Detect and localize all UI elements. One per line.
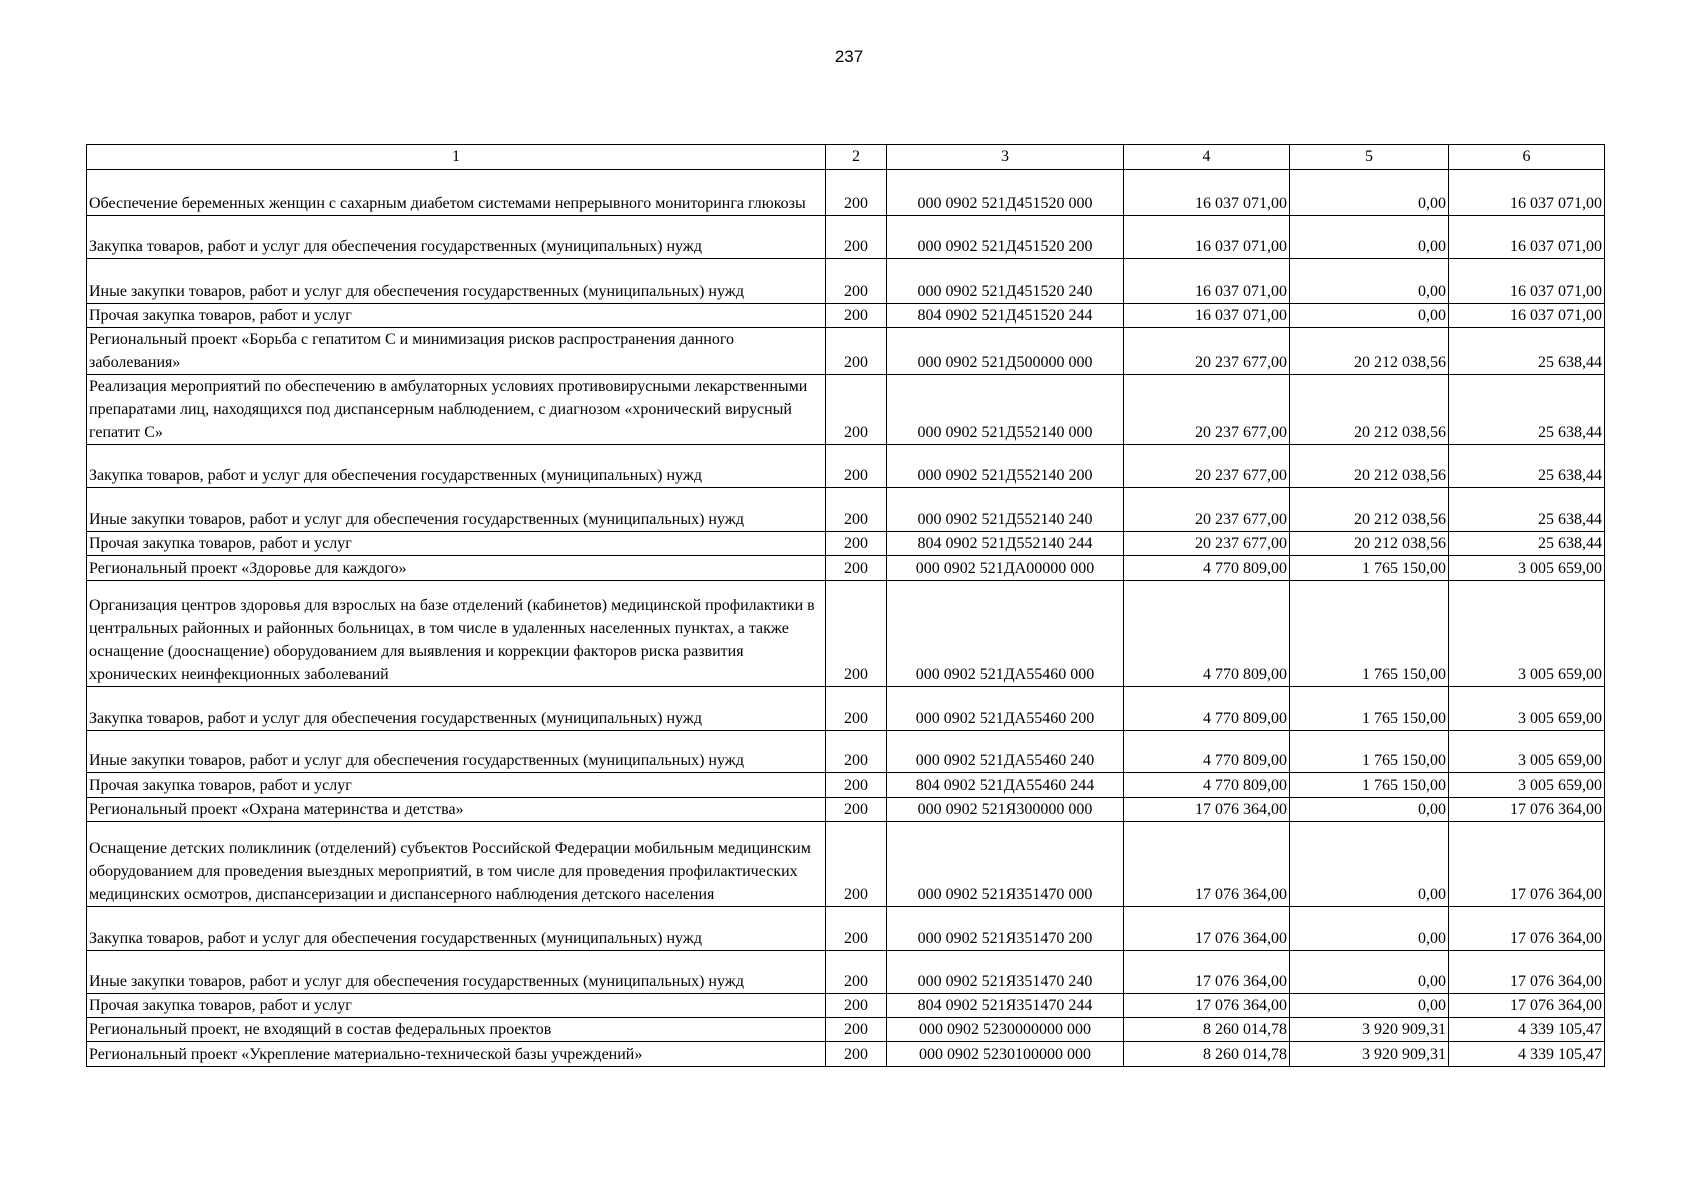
row-value-col4: 20 237 677,00 (1124, 375, 1290, 445)
table-row (87, 798, 1605, 822)
row-name: Региональный проект, не входящий в состав федеральных проектов (87, 1018, 826, 1042)
row-classification: 000 0902 521Я351470 000 (887, 822, 1124, 907)
row-code: 200 (826, 951, 887, 994)
row-code: 200 (826, 798, 887, 822)
row-code: 200 (826, 581, 887, 687)
row-value-col4: 17 076 364,00 (1124, 798, 1290, 822)
row-value-col5: 0,00 (1290, 304, 1449, 328)
row-name: Прочая закупка товаров, работ и услуг (87, 304, 826, 328)
row-value-col4: 17 076 364,00 (1124, 951, 1290, 994)
row-value-col6: 25 638,44 (1449, 375, 1605, 445)
table-row (87, 1042, 1605, 1067)
row-classification: 804 0902 521Д451520 244 (887, 304, 1124, 328)
table-row (87, 304, 1605, 328)
row-value-col4: 8 260 014,78 (1124, 1042, 1290, 1067)
row-value-col6: 3 005 659,00 (1449, 773, 1605, 798)
row-classification: 000 0902 521Д552140 000 (887, 375, 1124, 445)
row-code: 200 (826, 445, 887, 488)
row-name: Региональный проект «Борьба с гепатитом С и минимизация рисков распространения данного заболевания» (87, 328, 826, 375)
row-classification: 000 0902 521Я351470 240 (887, 951, 1124, 994)
row-classification: 000 0902 521Д451520 240 (887, 259, 1124, 304)
row-value-col5: 20 212 038,56 (1290, 328, 1449, 375)
row-code: 200 (826, 1018, 887, 1042)
row-value-col4: 8 260 014,78 (1124, 1018, 1290, 1042)
table-row (87, 994, 1605, 1018)
table-row (87, 687, 1605, 731)
row-value-col6: 16 037 071,00 (1449, 216, 1605, 259)
row-classification: 804 0902 521Я351470 244 (887, 994, 1124, 1018)
row-value-col5: 3 920 909,31 (1290, 1042, 1449, 1067)
row-value-col5: 0,00 (1290, 216, 1449, 259)
column-header: 6 (1449, 145, 1605, 170)
row-code: 200 (826, 304, 887, 328)
row-name: Региональный проект «Охрана материнства и детства» (87, 798, 826, 822)
row-code: 200 (826, 170, 887, 216)
row-classification: 000 0902 521Д500000 000 (887, 328, 1124, 375)
row-name: Прочая закупка товаров, работ и услуг (87, 532, 826, 556)
table-row (87, 1018, 1605, 1042)
table-row (87, 773, 1605, 798)
table-row (87, 951, 1605, 994)
row-value-col6: 3 005 659,00 (1449, 581, 1605, 687)
page-number: 237 (834, 47, 864, 66)
row-value-col5: 0,00 (1290, 170, 1449, 216)
table-row (87, 375, 1605, 445)
row-value-col6: 3 005 659,00 (1449, 687, 1605, 731)
table-row (87, 556, 1605, 581)
table-row (87, 488, 1605, 532)
row-value-col4: 4 770 809,00 (1124, 773, 1290, 798)
column-header: 3 (887, 145, 1124, 170)
row-value-col4: 16 037 071,00 (1124, 170, 1290, 216)
row-code: 200 (826, 1042, 887, 1067)
row-classification: 000 0902 521Д552140 240 (887, 488, 1124, 532)
row-name: Закупка товаров, работ и услуг для обеспечения государственных (муниципальных) нужд (87, 216, 826, 259)
row-value-col4: 20 237 677,00 (1124, 328, 1290, 375)
row-value-col6: 3 005 659,00 (1449, 556, 1605, 581)
budget-table (86, 144, 1605, 1067)
row-value-col4: 16 037 071,00 (1124, 259, 1290, 304)
column-header: 5 (1290, 145, 1449, 170)
row-value-col6: 17 076 364,00 (1449, 907, 1605, 951)
row-value-col5: 1 765 150,00 (1290, 556, 1449, 581)
row-name: Организация центров здоровья для взрослых на базе отделений (кабинетов) медицинской профилактики в центральных районных и районных больницах, в том числе в удаленных населенных пунктах, а также оснащение (дооснащение) оборудованием для выявления и коррекции факторов риска развития хронических неинфекционных заболеваний (87, 581, 826, 687)
row-classification: 000 0902 521Я351470 200 (887, 907, 1124, 951)
row-name: Прочая закупка товаров, работ и услуг (87, 994, 826, 1018)
row-classification: 000 0902 521Д451520 200 (887, 216, 1124, 259)
row-code: 200 (826, 822, 887, 907)
row-value-col6: 17 076 364,00 (1449, 994, 1605, 1018)
row-classification: 000 0902 521ДА55460 240 (887, 731, 1124, 773)
table-row (87, 445, 1605, 488)
row-value-col5: 1 765 150,00 (1290, 581, 1449, 687)
row-value-col4: 4 770 809,00 (1124, 731, 1290, 773)
row-value-col4: 17 076 364,00 (1124, 822, 1290, 907)
row-value-col5: 1 765 150,00 (1290, 773, 1449, 798)
row-classification: 000 0902 521Д552140 200 (887, 445, 1124, 488)
row-value-col6: 17 076 364,00 (1449, 951, 1605, 994)
row-value-col4: 4 770 809,00 (1124, 581, 1290, 687)
row-value-col5: 0,00 (1290, 259, 1449, 304)
row-value-col4: 20 237 677,00 (1124, 445, 1290, 488)
table-row (87, 170, 1605, 216)
row-classification: 000 0902 5230000000 000 (887, 1018, 1124, 1042)
row-code: 200 (826, 907, 887, 951)
column-header: 4 (1124, 145, 1290, 170)
row-value-col6: 25 638,44 (1449, 328, 1605, 375)
row-name: Реализация мероприятий по обеспечению в амбулаторных условиях противовирусными лекарственными препаратами лиц, находящихся под диспансерным наблюдением, с диагнозом «хронический вирусный гепатит С» (87, 375, 826, 445)
table-row (87, 907, 1605, 951)
row-value-col5: 0,00 (1290, 798, 1449, 822)
row-value-col6: 25 638,44 (1449, 488, 1605, 532)
row-classification: 804 0902 521ДА55460 244 (887, 773, 1124, 798)
row-value-col5: 0,00 (1290, 994, 1449, 1018)
row-value-col4: 16 037 071,00 (1124, 216, 1290, 259)
row-value-col6: 16 037 071,00 (1449, 170, 1605, 216)
row-code: 200 (826, 556, 887, 581)
row-value-col5: 20 212 038,56 (1290, 488, 1449, 532)
row-value-col4: 20 237 677,00 (1124, 532, 1290, 556)
table-row (87, 216, 1605, 259)
row-value-col6: 25 638,44 (1449, 445, 1605, 488)
row-value-col4: 20 237 677,00 (1124, 488, 1290, 532)
row-classification: 000 0902 5230100000 000 (887, 1042, 1124, 1067)
row-code: 200 (826, 994, 887, 1018)
row-value-col4: 17 076 364,00 (1124, 994, 1290, 1018)
row-value-col6: 25 638,44 (1449, 532, 1605, 556)
row-value-col6: 17 076 364,00 (1449, 798, 1605, 822)
table-header-row (87, 145, 1605, 170)
table-row (87, 822, 1605, 907)
row-code: 200 (826, 375, 887, 445)
row-name: Региональный проект «Здоровье для каждого» (87, 556, 826, 581)
row-code: 200 (826, 488, 887, 532)
row-value-col4: 4 770 809,00 (1124, 556, 1290, 581)
row-name: Закупка товаров, работ и услуг для обеспечения государственных (муниципальных) нужд (87, 687, 826, 731)
row-code: 200 (826, 216, 887, 259)
row-value-col6: 17 076 364,00 (1449, 822, 1605, 907)
column-header: 1 (87, 145, 826, 170)
row-code: 200 (826, 259, 887, 304)
row-code: 200 (826, 773, 887, 798)
row-classification: 000 0902 521Д451520 000 (887, 170, 1124, 216)
row-value-col4: 16 037 071,00 (1124, 304, 1290, 328)
row-value-col4: 4 770 809,00 (1124, 687, 1290, 731)
row-name: Прочая закупка товаров, работ и услуг (87, 773, 826, 798)
row-value-col5: 1 765 150,00 (1290, 687, 1449, 731)
table-row (87, 581, 1605, 687)
row-value-col6: 4 339 105,47 (1449, 1018, 1605, 1042)
table-row (87, 259, 1605, 304)
row-value-col5: 20 212 038,56 (1290, 445, 1449, 488)
row-name: Закупка товаров, работ и услуг для обеспечения государственных (муниципальных) нужд (87, 907, 826, 951)
row-value-col5: 1 765 150,00 (1290, 731, 1449, 773)
row-classification: 000 0902 521Я300000 000 (887, 798, 1124, 822)
row-name: Закупка товаров, работ и услуг для обеспечения государственных (муниципальных) нужд (87, 445, 826, 488)
row-classification: 000 0902 521ДА55460 200 (887, 687, 1124, 731)
row-value-col6: 16 037 071,00 (1449, 259, 1605, 304)
row-classification: 804 0902 521Д552140 244 (887, 532, 1124, 556)
row-code: 200 (826, 731, 887, 773)
row-name: Иные закупки товаров, работ и услуг для обеспечения государственных (муниципальных) нужд (87, 259, 826, 304)
row-value-col5: 3 920 909,31 (1290, 1018, 1449, 1042)
row-value-col5: 0,00 (1290, 907, 1449, 951)
row-value-col5: 0,00 (1290, 822, 1449, 907)
column-header: 2 (826, 145, 887, 170)
row-name: Иные закупки товаров, работ и услуг для обеспечения государственных (муниципальных) нужд (87, 731, 826, 773)
row-classification: 000 0902 521ДА00000 000 (887, 556, 1124, 581)
row-name: Иные закупки товаров, работ и услуг для обеспечения государственных (муниципальных) нужд (87, 951, 826, 994)
row-value-col6: 4 339 105,47 (1449, 1042, 1605, 1067)
row-value-col6: 3 005 659,00 (1449, 731, 1605, 773)
row-code: 200 (826, 687, 887, 731)
table-row (87, 328, 1605, 375)
row-code: 200 (826, 328, 887, 375)
row-name: Региональный проект «Укрепление материально-технической базы учреждений» (87, 1042, 826, 1067)
row-name: Оснащение детских поликлиник (отделений) субъектов Российской Федерации мобильным медицинским оборудованием для проведения выездных мероприятий, в том числе для проведения профилактических медицинских осмотров, диспансеризации и диспансерного наблюдения детского населения (87, 822, 826, 907)
row-classification: 000 0902 521ДА55460 000 (887, 581, 1124, 687)
table-row (87, 532, 1605, 556)
row-value-col6: 16 037 071,00 (1449, 304, 1605, 328)
table-row (87, 731, 1605, 773)
row-value-col5: 0,00 (1290, 951, 1449, 994)
row-value-col5: 20 212 038,56 (1290, 532, 1449, 556)
row-value-col4: 17 076 364,00 (1124, 907, 1290, 951)
row-code: 200 (826, 532, 887, 556)
row-name: Иные закупки товаров, работ и услуг для обеспечения государственных (муниципальных) нужд (87, 488, 826, 532)
row-value-col5: 20 212 038,56 (1290, 375, 1449, 445)
row-name: Обеспечение беременных женщин с сахарным диабетом системами непрерывного мониторинга глюкозы (87, 170, 826, 216)
